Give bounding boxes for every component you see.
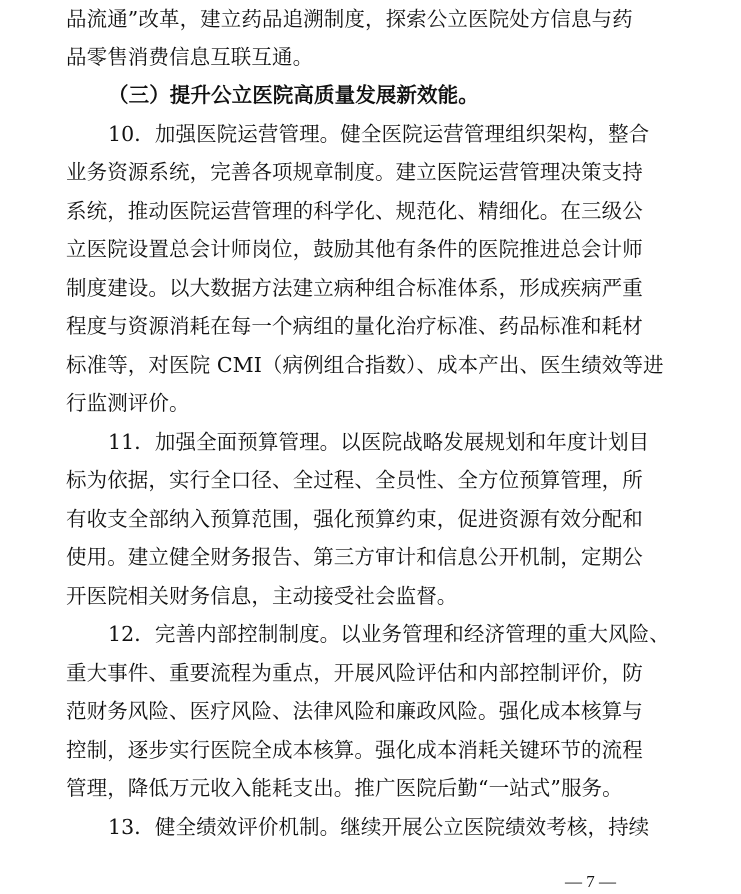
paragraph-first-line: 12．完善内部控制制度。以业务管理和经济管理的重大风险、 — [108, 622, 670, 646]
text-line: 控制，逐步实行医院全成本核算。强化成本消耗关键环节的流程 — [66, 738, 643, 762]
paragraph-first-line: 10．加强医院运营管理。健全医院运营管理组织架构，整合 — [108, 122, 650, 146]
text-line: 标准等，对医院 CMI（病例组合指数）、成本产出、医生绩效等进 — [66, 353, 664, 377]
text-line: 开医院相关财务信息，主动接受社会监督。 — [66, 584, 458, 608]
text-line: 重大事件、重要流程为重点，开展风险评估和内部控制评价，防 — [66, 661, 643, 685]
text-line: 有收支全部纳入预算范围，强化预算约束，促进资源有效分配和 — [66, 507, 643, 531]
text-line: 标为依据，实行全口径、全过程、全员性、全方位预算管理，所 — [66, 468, 643, 492]
paragraph-first-line: 11．加强全面预算管理。以医院战略发展规划和年度计划目 — [108, 430, 650, 454]
text-line: 管理，降低万元收入能耗支出。推广医院后勤“一站式”服务。 — [66, 776, 623, 800]
text-line: 行监测评价。 — [66, 391, 190, 415]
text-line: 品零售消费信息互联互通。 — [66, 45, 314, 69]
text-line: 范财务风险、医疗风险、法律风险和廉政风险。强化成本核算与 — [66, 699, 643, 723]
text-line: 使用。建立健全财务报告、第三方审计和信息公开机制，定期公 — [66, 545, 643, 569]
text-line: 品流通”改革，建立药品追溯制度，探索公立医院处方信息与药 — [66, 7, 633, 31]
page-number: — 7 — — [565, 872, 616, 891]
text-line: 立医院设置总会计师岗位，鼓励其他有条件的医院推进总会计师 — [66, 237, 643, 261]
text-line: 程度与资源消耗在每一个病组的量化治疗标准、药品标准和耗材 — [66, 314, 643, 338]
paragraph-first-line: 13．健全绩效评价机制。继续开展公立医院绩效考核，持续 — [108, 815, 650, 839]
text-line: 制度建设。以大数据方法建立病种组合标准体系，形成疾病严重 — [66, 276, 643, 300]
text-line: 业务资源系统，完善各项规章制度。建立医院运营管理决策支持 — [66, 160, 643, 184]
section-heading: （三）提升公立医院高质量发展新效能。 — [108, 83, 479, 107]
text-line: 系统，推动医院运营管理的科学化、规范化、精细化。在三级公 — [66, 199, 643, 223]
